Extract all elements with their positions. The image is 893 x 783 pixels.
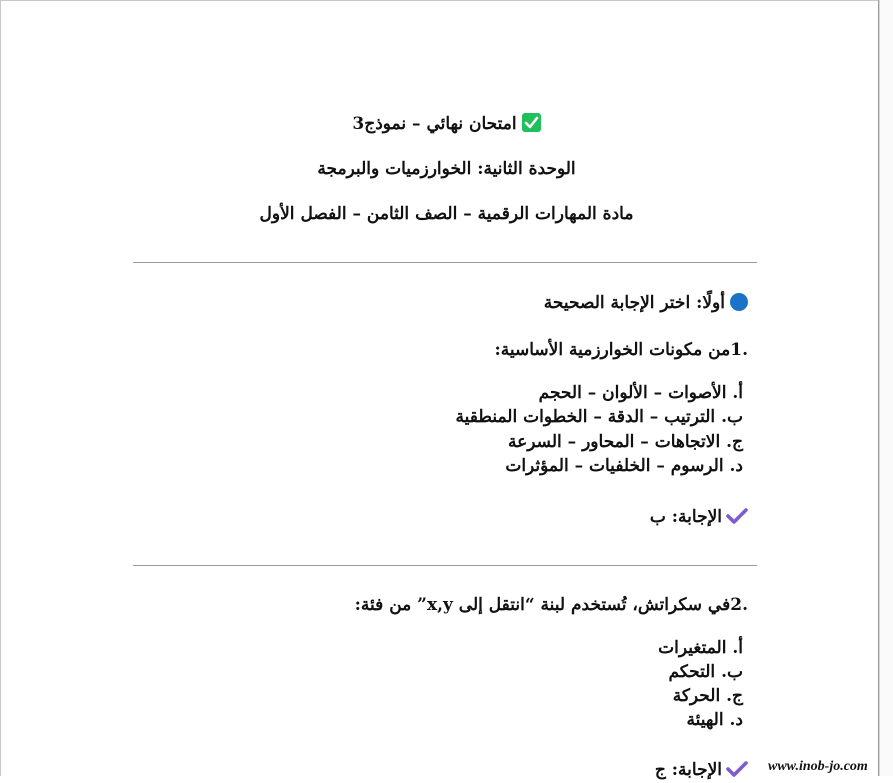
section-title: أولًا: اختر الإجابة الصحيحة: [543, 293, 725, 313]
unit-title: الوحدة الثانية: الخوارزميات والبرمجة: [317, 159, 576, 179]
q1-option-b: ب. الترتيب – الدقة – الخطوات المنطقية: [455, 407, 743, 427]
q1-answer-text: الإجابة: ب: [649, 507, 722, 527]
q2-answer: [0, 760, 893, 783]
q2-option-b: ب. التحكم: [668, 662, 743, 682]
q2-option-a: أ. المتغيرات: [658, 638, 743, 658]
q2-answer-text: الإجابة: ج: [654, 760, 722, 780]
divider: [133, 565, 757, 566]
q1-option-c: ج. الاتجاهات – المحاور – السرعة: [508, 432, 743, 452]
q2-option-d: د. الهيئة: [686, 710, 743, 730]
question-2: .2في سكراتش، تُستخدم لبنة “انتقل إلى x,y” من فئة:: [354, 595, 748, 615]
purple-check-icon: [726, 760, 748, 783]
blue-circle-icon: [730, 293, 748, 311]
q1-answer: [0, 507, 893, 530]
green-check-box-icon: [522, 113, 541, 132]
q1-option-a: أ. الأصوات – الألوان – الحجم: [538, 383, 743, 403]
q2-option-c: ج. الحركة: [672, 686, 743, 706]
section-heading: [0, 293, 893, 313]
purple-check-icon: [726, 507, 748, 530]
divider: [133, 262, 757, 263]
subject-line: مادة المهارات الرقمية – الصف الثامن – الفصل الأول: [259, 204, 634, 224]
q1-option-d: د. الرسوم – الخلفيات – المؤثرات: [505, 456, 743, 476]
exam-title-text: امتحان نهائي – نموذج3: [352, 114, 517, 134]
question-1: .1من مكونات الخوارزمية الأساسية:: [494, 340, 748, 360]
watermark: www.inob-jo.com: [768, 759, 868, 774]
exam-title: [0, 113, 893, 134]
